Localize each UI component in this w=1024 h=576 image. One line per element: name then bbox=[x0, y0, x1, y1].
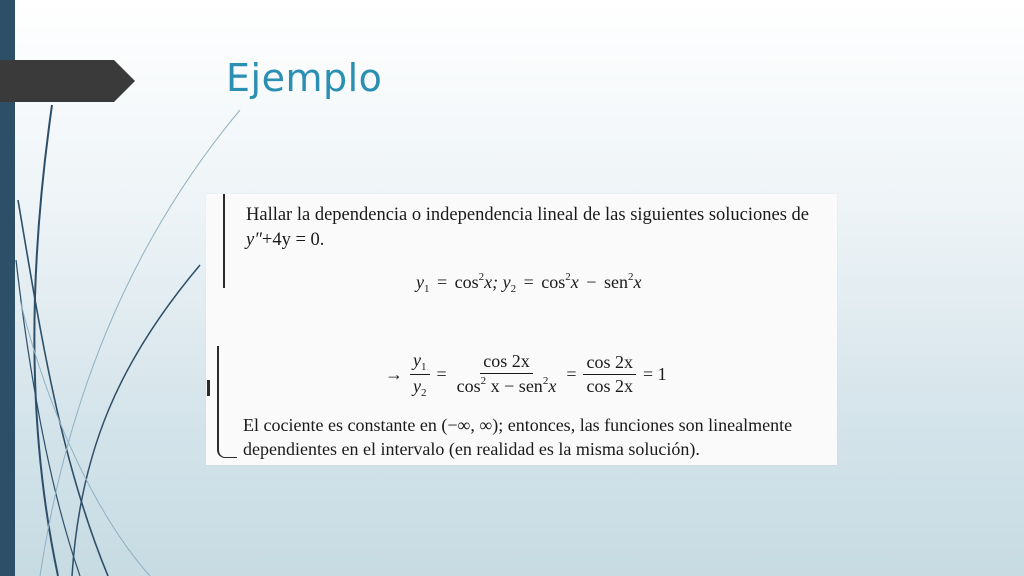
y2-var-2: x bbox=[633, 272, 642, 292]
y1-var: x; bbox=[484, 272, 499, 292]
y2-fn-2: sen bbox=[603, 272, 628, 292]
y1-exponent: 2 bbox=[478, 271, 485, 283]
problem-statement-line-2 bbox=[246, 230, 324, 251]
equation-result: = 1 bbox=[642, 363, 667, 384]
y2-fn-1: cos bbox=[541, 272, 566, 292]
y1-fn: cos bbox=[454, 272, 479, 292]
bracket-mark bbox=[207, 380, 210, 396]
y1-label: y bbox=[416, 272, 424, 292]
cos-fraction-1: $\frac{\cos 2x}{\cos^2 x - sen^2x}$ bbox=[456, 351, 557, 396]
arrow-symbol: → bbox=[385, 363, 403, 384]
y1-subscript: 1 bbox=[424, 283, 430, 295]
slide-title: Ejemplo bbox=[226, 56, 383, 100]
conclusion-line-2: dependientes en el intervalo (en realidad es la misma solución). bbox=[243, 439, 700, 459]
solutions-equation: $y_1 = \cos^2x$; $y_2 = \cos^2x - sen^2x$ bbox=[416, 271, 642, 295]
ode-rhs: +4y = 0. bbox=[261, 230, 325, 250]
minus-sign: − bbox=[586, 272, 597, 292]
bracket-top bbox=[223, 194, 225, 288]
quotient-fraction: $\frac{y_1}{y_2}$ bbox=[410, 350, 430, 399]
y2-label: y bbox=[502, 272, 511, 292]
math-content-image bbox=[206, 194, 837, 465]
y2-var-1: x bbox=[570, 272, 579, 292]
y2-subscript: 2 bbox=[510, 283, 517, 295]
quotient-equation: → $\frac{y_1}{y_2}$ = $\frac{\cos 2x}{\cos^2 x - sen^2x}$ = $\frac{\cos 2x}{\cos 2x}$ = 1 bbox=[385, 349, 667, 399]
conclusion-line-1: El cociente es constante en (−∞, ∞); entonces, las funciones son linealmente bbox=[243, 415, 793, 435]
cos-fraction-2: $\frac{\cos 2x}{\cos 2x}$ bbox=[583, 352, 636, 397]
y2-exponent-1: 2 bbox=[565, 271, 571, 283]
title-arrow-shape bbox=[0, 60, 135, 102]
bracket-bottom bbox=[217, 346, 237, 458]
ode-lhs: y″ bbox=[246, 230, 262, 250]
y2-exponent-2: 2 bbox=[627, 271, 634, 283]
problem-statement-line-1: Hallar la dependencia o independencia lineal de las siguientes soluciones de bbox=[246, 205, 810, 225]
